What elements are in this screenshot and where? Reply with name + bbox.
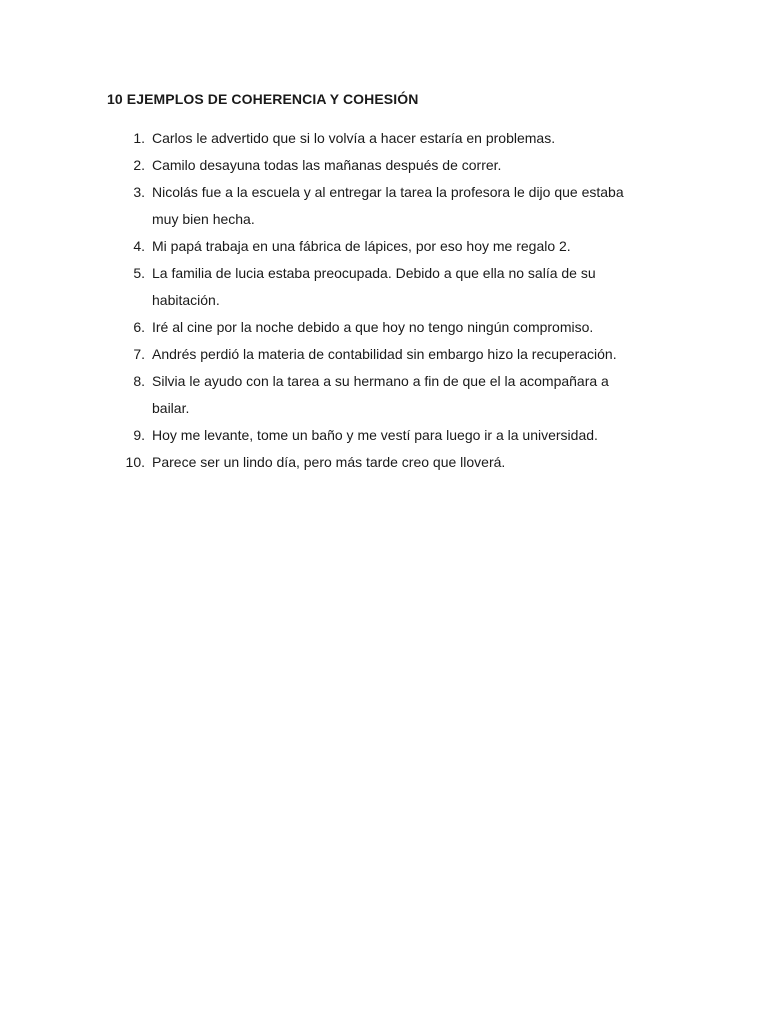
list-item: [107, 341, 667, 368]
item-text: Carlos le advertido que si lo volvía a hacer estaría en problemas.: [152, 130, 556, 146]
item-text: Parece ser un lindo día, pero más tarde creo que lloverá.: [152, 454, 506, 470]
document-title: 10 EJEMPLOS DE COHERENCIA Y COHESIÓN: [107, 91, 419, 107]
item-number: 10.: [125, 454, 145, 470]
item-text: Nicolás fue a la escuela y al entregar la tarea la profesora le dijo que estaba: [152, 184, 624, 200]
item-number: 8.: [133, 373, 145, 389]
item-text: Andrés perdió la materia de contabilidad sin embargo hizo la recuperación.: [152, 346, 617, 362]
list-item: [107, 152, 667, 179]
examples-list: [107, 125, 667, 476]
list-item: [107, 449, 667, 476]
list-item: [107, 179, 667, 233]
list-item: [107, 422, 667, 449]
list-item: [107, 260, 667, 314]
list-item: [107, 233, 667, 260]
item-text-continuation: bailar.: [152, 400, 190, 416]
item-number: 9.: [133, 427, 145, 443]
item-number: 5.: [133, 265, 145, 281]
item-number: 7.: [133, 346, 145, 362]
item-number: 3.: [133, 184, 145, 200]
item-text: Silvia le ayudo con la tarea a su hermano a fin de que el la acompañara a: [152, 373, 609, 389]
item-text: Hoy me levante, tome un baño y me vestí para luego ir a la universidad.: [152, 427, 598, 443]
item-number: 1.: [133, 130, 145, 146]
item-text: La familia de lucia estaba preocupada. Debido a que ella no salía de su: [152, 265, 596, 281]
list-item: [107, 368, 667, 422]
item-number: 4.: [133, 238, 145, 254]
item-text: Mi papá trabaja en una fábrica de lápices, por eso hoy me regalo 2.: [152, 238, 571, 254]
item-text: Iré al cine por la noche debido a que hoy no tengo ningún compromiso.: [152, 319, 594, 335]
list-item: [107, 125, 667, 152]
item-number: 6.: [133, 319, 145, 335]
item-text-continuation: habitación.: [152, 292, 220, 308]
item-number: 2.: [133, 157, 145, 173]
item-text-continuation: muy bien hecha.: [152, 211, 255, 227]
list-item: [107, 314, 667, 341]
item-text: Camilo desayuna todas las mañanas después de correr.: [152, 157, 502, 173]
